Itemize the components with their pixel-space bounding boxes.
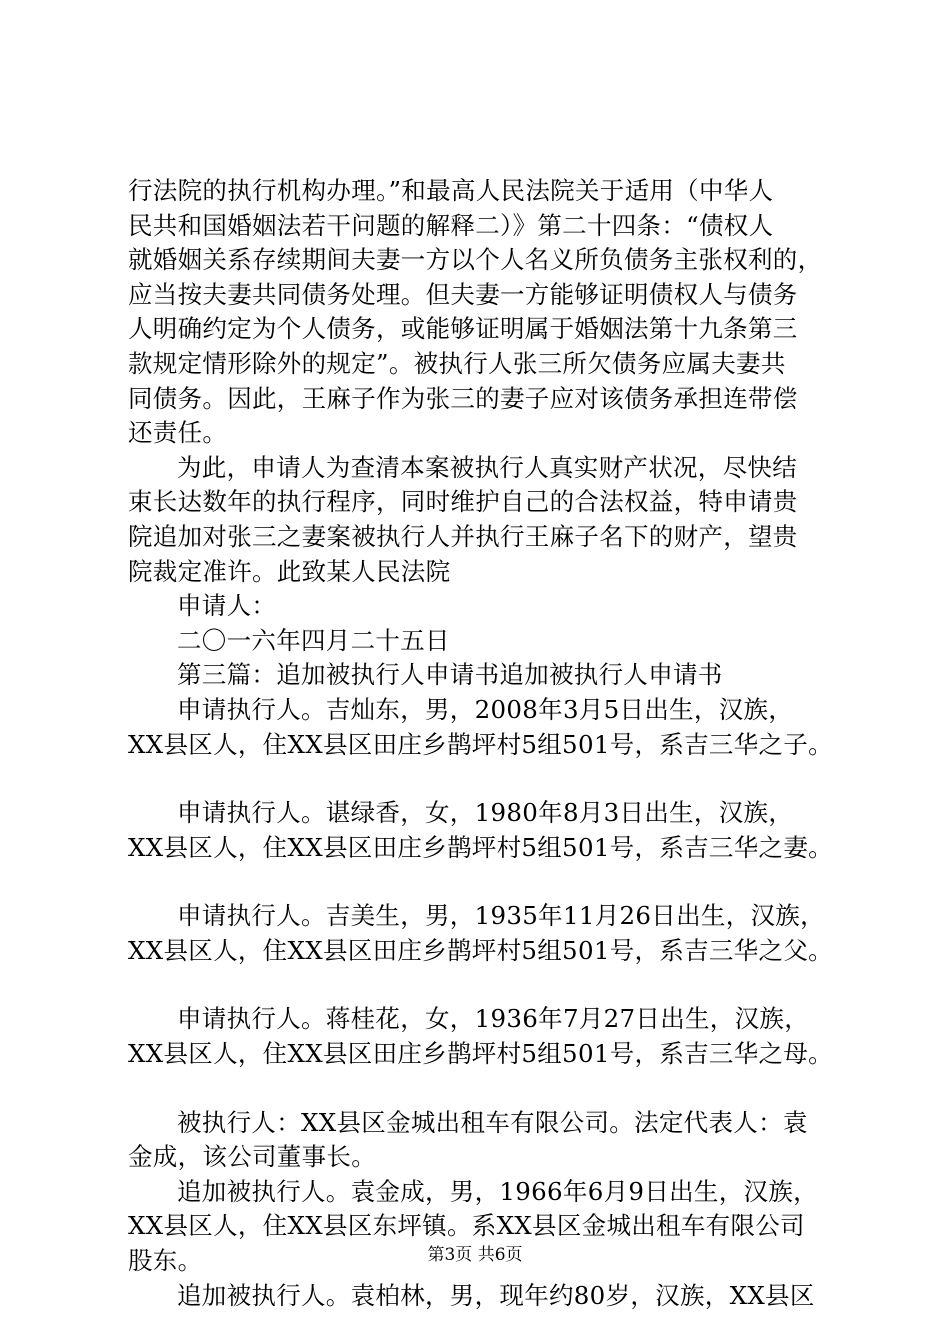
applicant-label: 申请人： — [177, 591, 277, 621]
body-line: 院追加对张三之妻案被执行人并执行王麻子名下的财产，望贵 — [128, 521, 798, 551]
body-line: 申请执行人。吉灿东，男，2008年3月5日出生，汉族， — [177, 694, 794, 724]
body-line: 应当按夫妻共同债务处理。但夫妻一方能够证明债权人与债务 — [128, 279, 798, 309]
page-number-footer: 第3页 共6页 — [427, 1245, 523, 1265]
body-line: 行法院的执行机构办理。”和最高人民法院关于适用（中华人 — [128, 176, 774, 205]
body-line: XX县区人，住XX县区田庄乡鹊坪村5组501号，系吉三华之妻。 — [128, 832, 833, 862]
body-line: 追加被执行人。袁金成，男，1966年6月9日出生，汉族， — [177, 1176, 818, 1206]
body-line: XX县区人，住XX县区东坪镇。系XX县区金城出租车有限公司 — [128, 1211, 805, 1241]
section-heading: 第三篇：追加被执行人申请书追加被执行人申请书 — [177, 660, 723, 690]
body-line: XX县区人，住XX县区田庄乡鹊坪村5组501号，系吉三华之子。 — [128, 729, 833, 759]
body-line: 金成，该公司董事长。 — [128, 1142, 376, 1172]
body-line: 民共和国婚姻法若干问题的解释二）》第二十四条：“债权人 — [128, 210, 774, 240]
body-line: 股东。 — [128, 1246, 203, 1276]
body-line: 院裁定准许。此致某人民法院 — [128, 556, 451, 586]
body-line: 人明确约定为个人债务，或能够证明属于婚姻法第十九条第三 — [128, 314, 798, 344]
body-line: 追加被执行人。袁柏林，男，现年约80岁，汉族，XX县区 — [177, 1280, 815, 1310]
body-line: 为此，申请人为查清本案被执行人真实财产状况，尽快结 — [177, 452, 797, 482]
body-line: 申请执行人。蒋桂花，女，1936年7月27日出生，汉族， — [177, 1004, 810, 1034]
body-line: XX县区人，住XX县区田庄乡鹊坪村5组501号，系吉三华之母。 — [128, 1039, 833, 1069]
body-line: 束长达数年的执行程序，同时维护自己的合法权益，特申请贵 — [128, 487, 798, 517]
date-line: 二〇一六年四月二十五日 — [177, 625, 450, 655]
body-line: 申请执行人。谌绿香，女，1980年8月3日出生，汉族， — [177, 798, 794, 828]
document-body — [128, 174, 833, 1313]
body-line: 被执行人：XX县区金城出租车有限公司。法定代表人：袁 — [177, 1107, 808, 1137]
body-line: 还责任。 — [128, 418, 228, 448]
body-line: 同债务。因此，王麻子作为张三的妻子应对该债务承担连带偿 — [128, 383, 798, 413]
body-line: XX县区人，住XX县区田庄乡鹊坪村5组501号，系吉三华之父。 — [128, 935, 833, 965]
body-line: 就婚姻关系存续期间夫妻一方以个人名义所负债务主张权利的， — [128, 245, 823, 275]
body-line: 款规定情形除外的规定”。被执行人张三所欠债务应属夫妻共 — [128, 348, 786, 378]
body-line: 申请执行人。吉美生，男，1935年11月26日出生，汉族， — [177, 901, 825, 931]
